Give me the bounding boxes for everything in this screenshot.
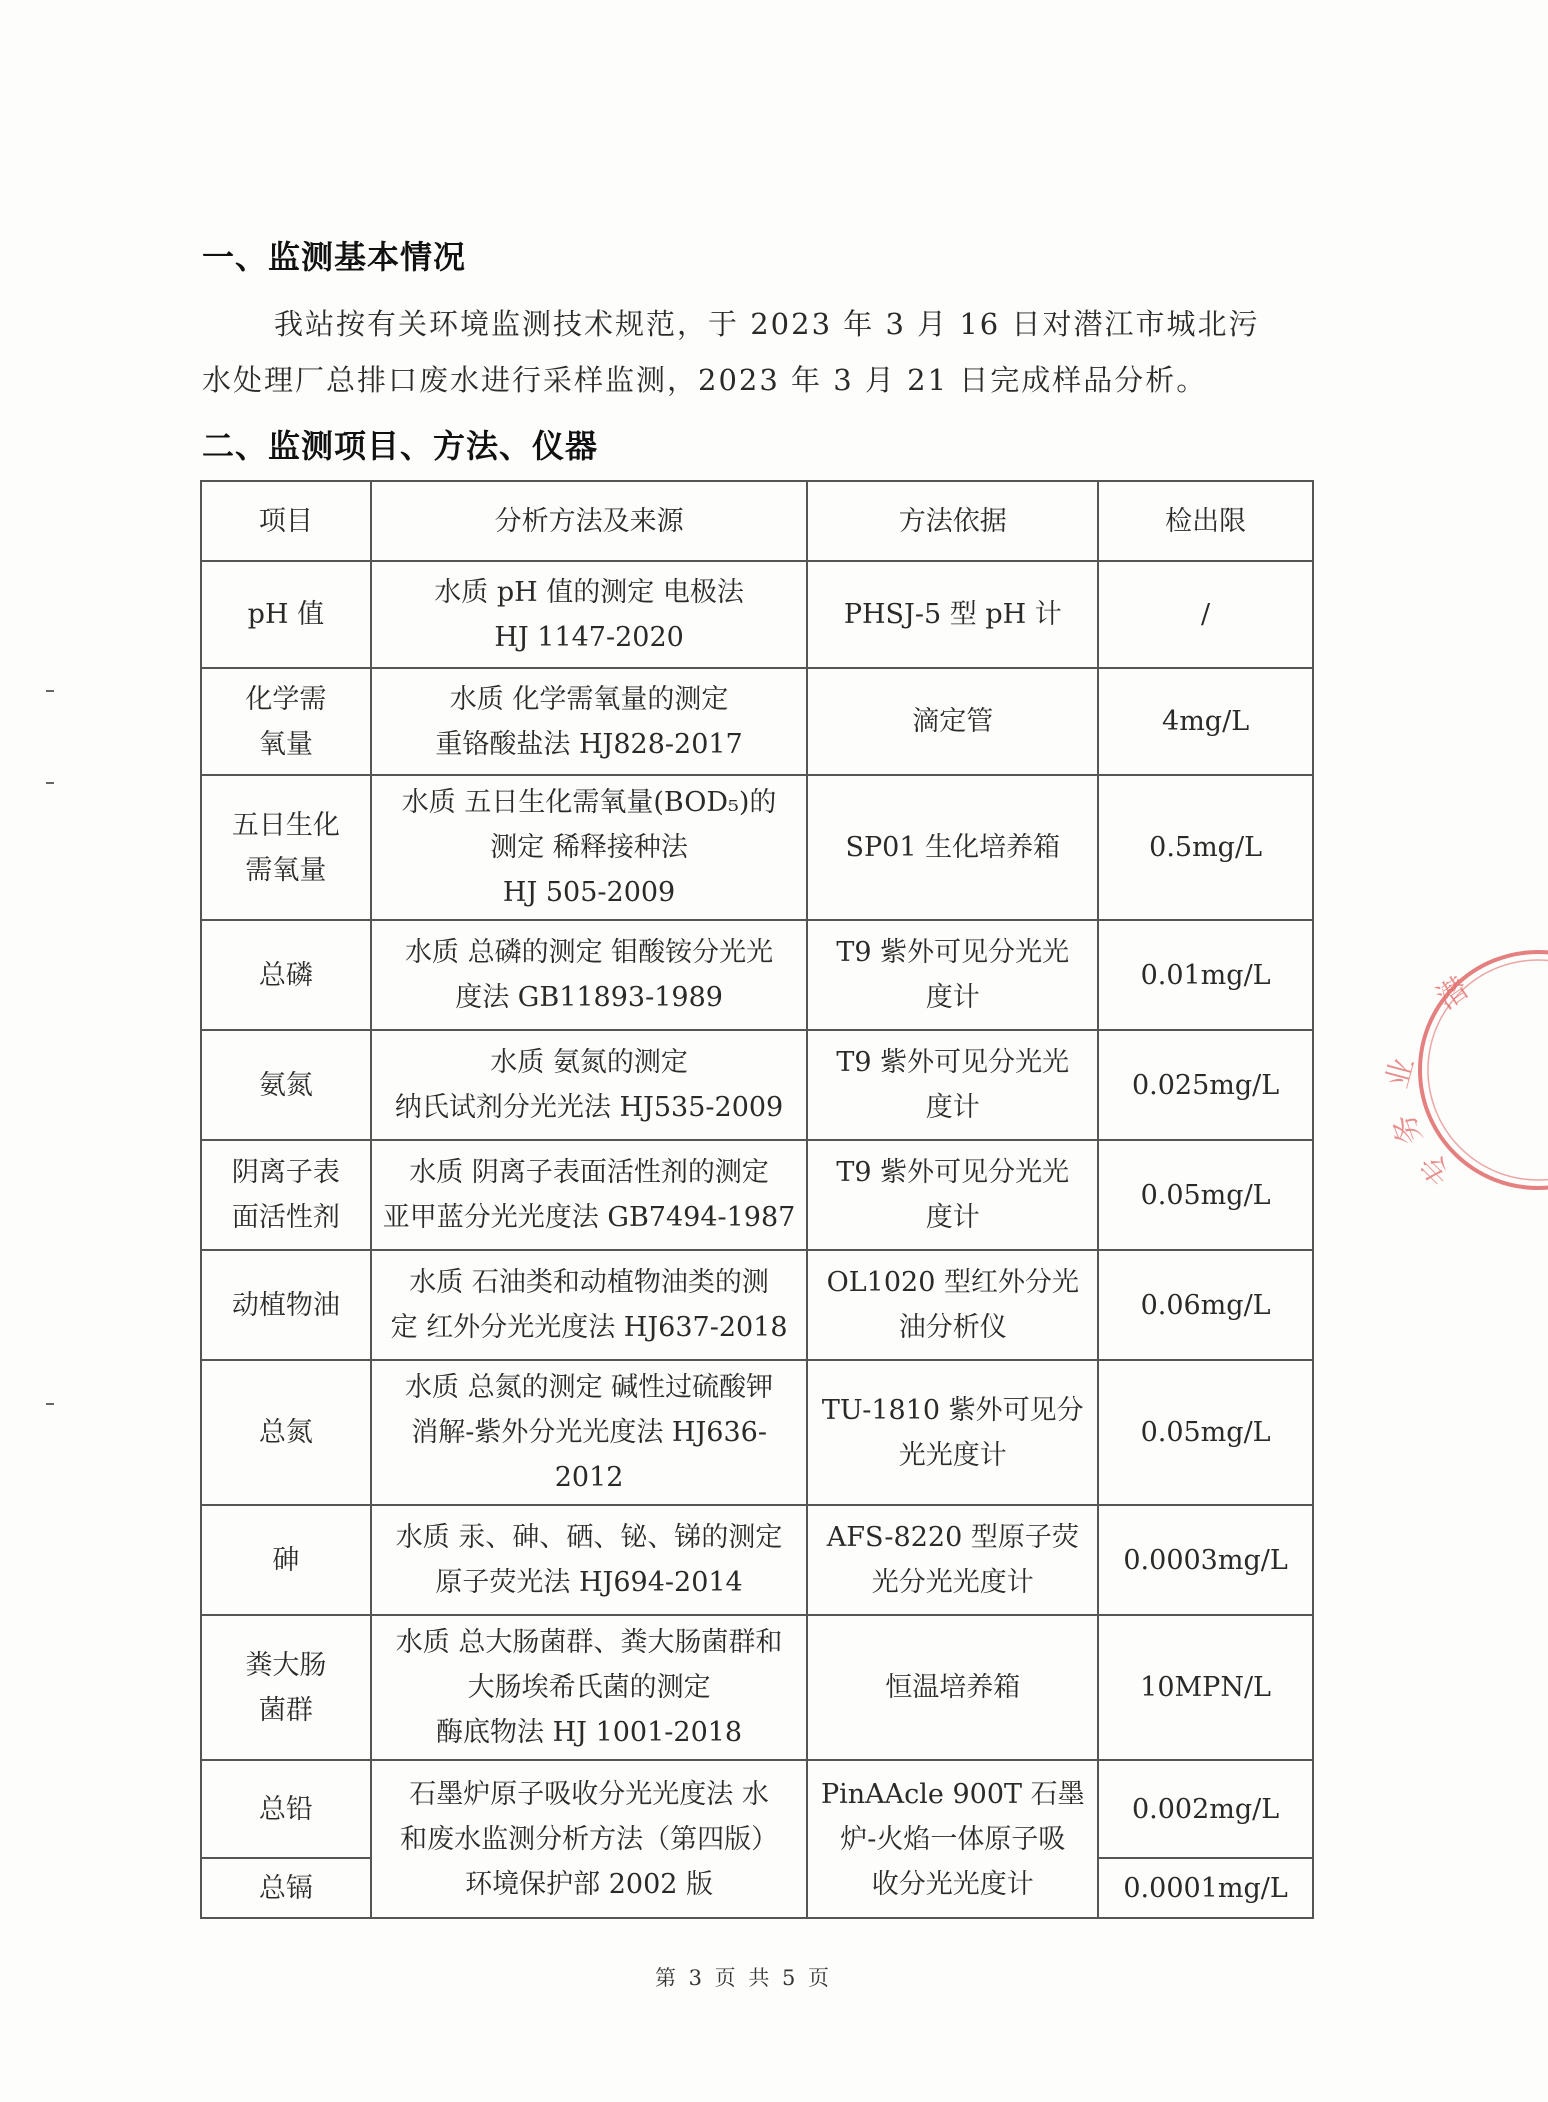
cell-method — [371, 1250, 808, 1360]
svg-text:务: 务 — [1386, 1109, 1430, 1150]
cell-line: 砷 — [272, 1544, 300, 1576]
cell-method — [371, 1615, 808, 1760]
cell-line: 大肠埃希氏菌的测定 — [467, 1672, 711, 1703]
cell-line: T9 紫外可见分光光 — [836, 1157, 1070, 1188]
section1-paragraph — [202, 296, 1312, 408]
cell-limit: 10MPN/L — [1098, 1615, 1313, 1760]
svg-text:专: 专 — [1413, 1145, 1460, 1192]
cell-line: 石墨炉原子吸收分光光度法 水 — [409, 1778, 769, 1810]
cell-line: 五日生化 — [231, 809, 340, 841]
cell-basis — [807, 668, 1098, 775]
cell-line: 纳氏试剂分光光法 HJ535-2009 — [394, 1092, 784, 1123]
cell-line: 水质 总磷的测定 钼酸铵分光光 — [404, 937, 774, 968]
cell-basis — [807, 561, 1098, 668]
margin-mark — [46, 1403, 54, 1405]
cell-line: 水质 阴离子表面活性剂的测定 — [409, 1157, 769, 1188]
cell-basis — [807, 1360, 1098, 1505]
table-header-row — [201, 481, 1313, 561]
cell-line: 恒温培养箱 — [885, 1672, 1021, 1703]
cell-line: 度计 — [925, 982, 980, 1013]
table-row — [201, 1250, 1313, 1360]
cell-line: 总磷 — [258, 959, 313, 991]
margin-mark — [46, 782, 54, 784]
cell-item — [201, 1140, 371, 1250]
cell-limit: 0.01mg/L — [1098, 920, 1313, 1030]
table-row — [201, 1360, 1313, 1505]
cell-item: 总镉 — [201, 1858, 371, 1918]
cell-item — [201, 1030, 371, 1140]
cell-line: 总氮 — [258, 1417, 313, 1448]
cell-line: 光分光光度计 — [871, 1567, 1034, 1598]
cell-line: 需氧量 — [245, 854, 327, 886]
section2-heading: 二、监测项目、方法、仪器 — [202, 427, 599, 465]
cell-limit: 0.06mg/L — [1098, 1250, 1313, 1360]
cell-basis — [807, 920, 1098, 1030]
header-item: 项目 — [201, 481, 371, 561]
cell-line: SP01 生化培养箱 — [845, 832, 1061, 863]
cell-line: 水质 化学需氧量的测定 — [449, 683, 729, 715]
cell-item — [201, 1505, 371, 1615]
page-footer: 第 3 页 共 5 页 — [654, 1966, 833, 1990]
table-row — [201, 668, 1313, 775]
cell-item — [201, 561, 371, 668]
cell-method — [371, 668, 808, 775]
cell-line: 面活性剂 — [231, 1202, 340, 1233]
cell-item: 总铅 — [201, 1760, 371, 1858]
table-row — [201, 561, 1313, 668]
cell-method — [371, 1505, 808, 1615]
cell-line: 度计 — [925, 1202, 980, 1233]
monitoring-methods-table — [200, 480, 1314, 1919]
cell-limit: 0.025mg/L — [1098, 1030, 1313, 1140]
table-row — [201, 1760, 1313, 1858]
cell-method — [371, 1030, 808, 1140]
cell-line: 水质 氨氮的测定 — [490, 1047, 688, 1078]
cell-line: 水质 汞、砷、硒、铋、锑的测定 — [395, 1522, 783, 1553]
cell-method — [371, 1140, 808, 1250]
cell-line: T9 紫外可见分光光 — [836, 1047, 1070, 1078]
svg-text:潜: 潜 — [1430, 970, 1476, 1017]
cell-line: 氨氮 — [258, 1069, 313, 1101]
cell-limit: / — [1098, 561, 1313, 668]
cell-limit: 0.05mg/L — [1098, 1360, 1313, 1505]
table-body — [201, 561, 1313, 1918]
cell-line: 测定 稀释接种法 — [490, 832, 688, 863]
official-seal-stamp — [1379, 940, 1548, 1200]
table-row — [201, 1615, 1313, 1760]
table-row — [201, 1030, 1313, 1140]
cell-line: pH 值 — [247, 599, 325, 630]
header-basis: 方法依据 — [807, 481, 1098, 561]
cell-method — [371, 561, 808, 668]
paragraph-line: 水处理厂总排口废水进行采样监测，2023 年 3 月 21 日完成样品分析。 — [202, 363, 1208, 397]
cell-line: 重铬酸盐法 HJ828-2017 — [435, 728, 743, 760]
header-method: 分析方法及来源 — [371, 481, 808, 561]
cell-method — [371, 1760, 808, 1918]
cell-line: 水质 五日生化需氧量(BOD₅)的 — [401, 787, 777, 818]
cell-basis — [807, 1140, 1098, 1250]
cell-limit: 0.002mg/L — [1098, 1760, 1313, 1858]
margin-mark — [46, 690, 54, 692]
cell-line: 粪大肠 — [245, 1649, 327, 1681]
paragraph-line: 我站按有关环境监测技术规范，于 2023 年 3 月 16 日对潜江市城北污 — [274, 307, 1260, 341]
cell-line: 阴离子表 — [231, 1157, 340, 1188]
cell-line: 水质 总氮的测定 碱性过硫酸钾 — [404, 1372, 774, 1403]
cell-line: 滴定管 — [912, 706, 994, 737]
cell-line: 亚甲蓝分光光度法 GB7494-1987 — [382, 1202, 796, 1233]
cell-item — [201, 920, 371, 1030]
cell-line: 度法 GB11893-1989 — [455, 982, 723, 1013]
cell-line: 收分光光度计 — [871, 1868, 1034, 1900]
cell-basis — [807, 1505, 1098, 1615]
cell-line: HJ 505-2009 — [502, 877, 676, 908]
cell-line: TU-1810 紫外可见分 — [821, 1394, 1084, 1426]
cell-limit: 0.0001mg/L — [1098, 1858, 1313, 1918]
cell-limit: 0.5mg/L — [1098, 775, 1313, 920]
cell-line: 油分析仪 — [898, 1312, 1007, 1343]
cell-line: 水质 石油类和动植物油类的测 — [409, 1267, 769, 1298]
table-row — [201, 1505, 1313, 1615]
cell-line: 环境保护部 2002 版 — [465, 1868, 714, 1900]
cell-item — [201, 1250, 371, 1360]
cell-line: 原子荧光法 HJ694-2014 — [435, 1567, 743, 1598]
section1-heading: 一、监测基本情况 — [202, 238, 467, 276]
cell-limit: 0.05mg/L — [1098, 1140, 1313, 1250]
cell-basis — [807, 1615, 1098, 1760]
cell-item — [201, 1360, 371, 1505]
cell-basis — [807, 775, 1098, 920]
cell-line: 光光度计 — [898, 1439, 1007, 1471]
cell-limit: 0.0003mg/L — [1098, 1505, 1313, 1615]
cell-line: 水质 pH 值的测定 电极法 — [434, 576, 744, 608]
cell-line: PHSJ-5 型 pH 计 — [843, 599, 1062, 630]
cell-limit: 4mg/L — [1098, 668, 1313, 775]
cell-item — [201, 775, 371, 920]
cell-basis — [807, 1760, 1098, 1918]
cell-line: HJ 1147-2020 — [494, 621, 684, 653]
svg-text:业: 业 — [1379, 1054, 1422, 1093]
table-row — [201, 920, 1313, 1030]
table-row — [201, 775, 1313, 920]
cell-line: T9 紫外可见分光光 — [836, 937, 1070, 968]
cell-line: 酶底物法 HJ 1001-2018 — [436, 1717, 743, 1748]
cell-basis — [807, 1030, 1098, 1140]
cell-line: 和废水监测分析方法（第四版） — [400, 1823, 779, 1855]
cell-item — [201, 668, 371, 775]
cell-line: 化学需 — [245, 683, 327, 715]
header-limit: 检出限 — [1098, 481, 1313, 561]
cell-line: 炉-火焰一体原子吸 — [840, 1823, 1066, 1855]
cell-line: OL1020 型红外分光 — [826, 1267, 1079, 1298]
cell-method — [371, 775, 808, 920]
cell-line: 氧量 — [258, 728, 313, 760]
table-row — [201, 1140, 1313, 1250]
cell-basis — [807, 1250, 1098, 1360]
cell-line: 度计 — [925, 1092, 980, 1123]
cell-line: 菌群 — [258, 1694, 313, 1726]
cell-line: 消解-紫外分光光度法 HJ636-2012 — [411, 1417, 767, 1493]
cell-line: PinAAcle 900T 石墨 — [820, 1778, 1085, 1810]
cell-line: 定 红外分光光度法 HJ637-2018 — [390, 1312, 788, 1343]
cell-method — [371, 1360, 808, 1505]
cell-line: 动植物油 — [231, 1289, 340, 1321]
cell-line: AFS-8220 型原子荧 — [826, 1522, 1079, 1553]
cell-method — [371, 920, 808, 1030]
cell-item — [201, 1615, 371, 1760]
cell-line: 水质 总大肠菌群、粪大肠菌群和 — [395, 1627, 783, 1658]
